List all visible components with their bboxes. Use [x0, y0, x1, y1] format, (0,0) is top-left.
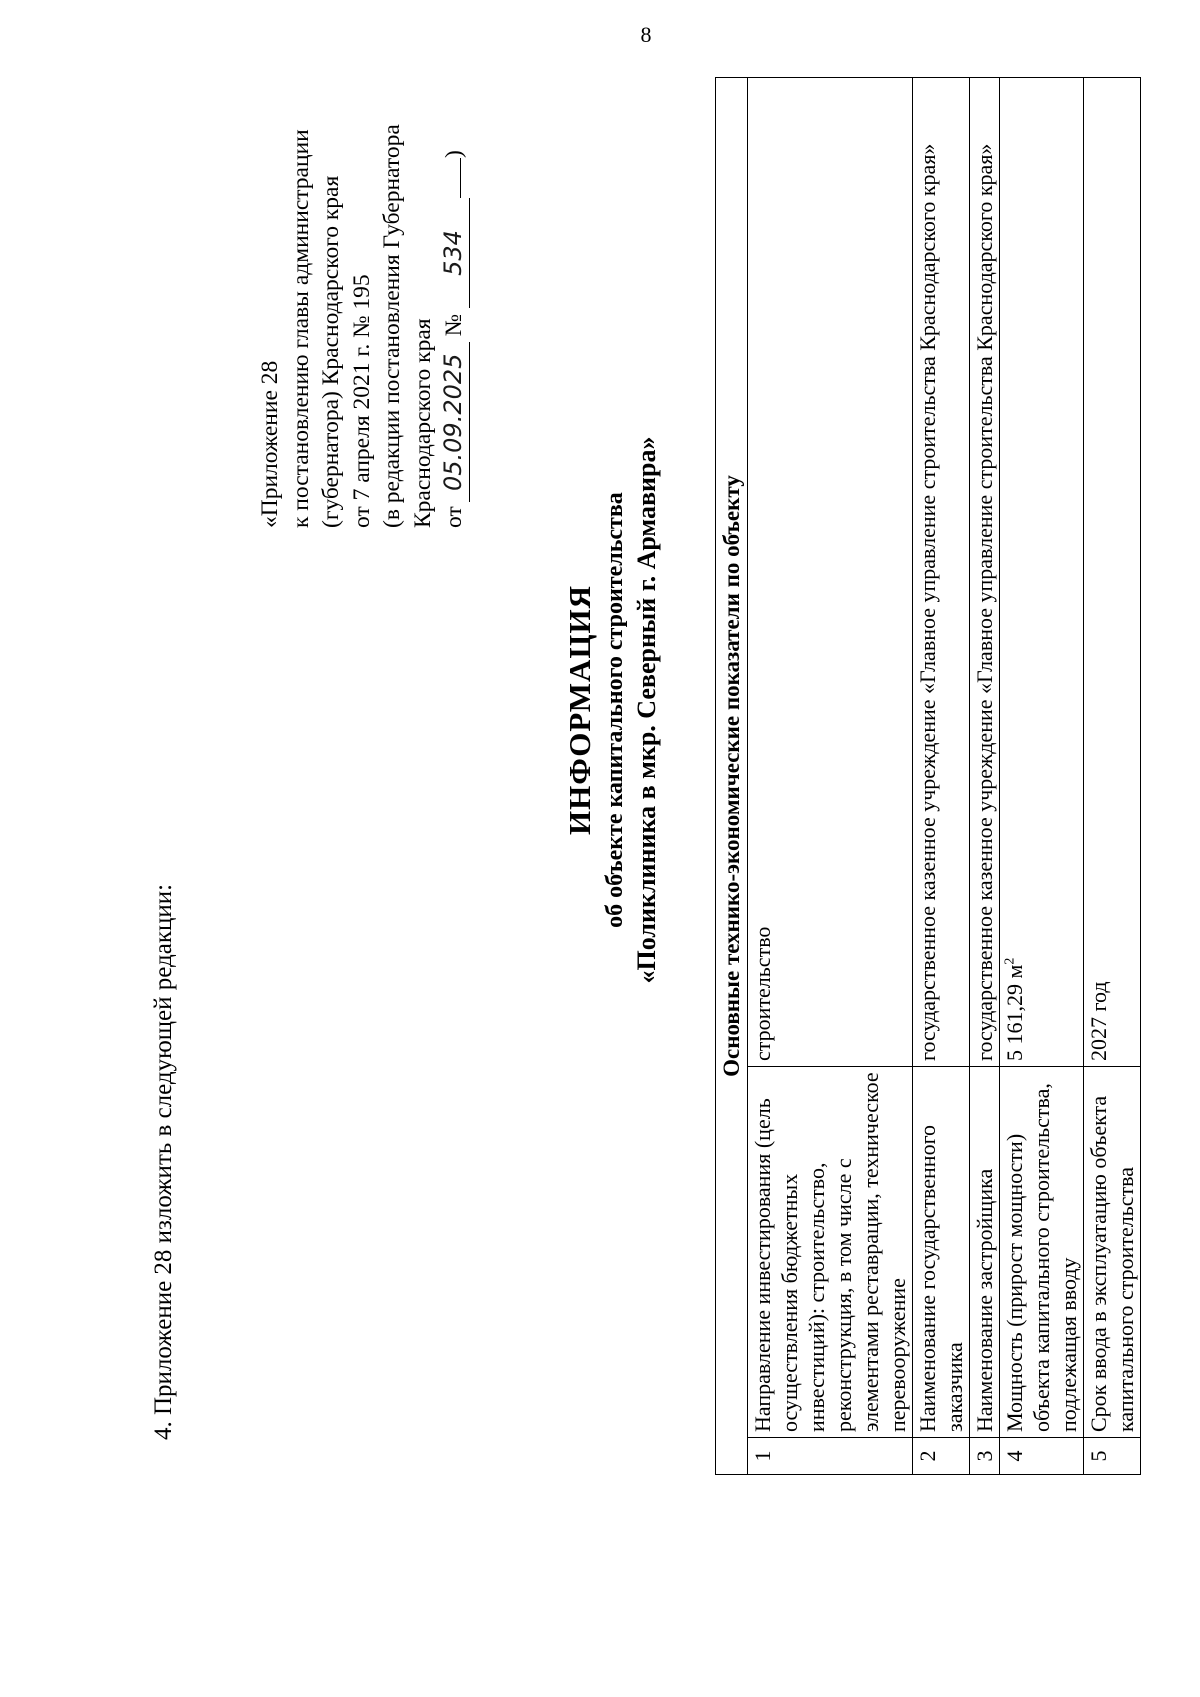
row-number: 3 [970, 1438, 1000, 1475]
page-number: 8 [640, 22, 652, 47]
row-value [1000, 78, 1084, 1067]
closing-paren: ) [441, 150, 467, 158]
table-row [1084, 78, 1141, 1475]
table-row [748, 78, 913, 1475]
row-value: строительство [748, 78, 913, 1067]
appendix-line-6: Краснодарского края [409, 318, 436, 528]
capacity-value: 5 161,29 м [1002, 964, 1027, 1061]
intro-text: 4. Приложение 28 изложить в следующей редакции: [150, 883, 177, 1440]
table-row [913, 78, 970, 1475]
table-row [970, 78, 1000, 1475]
appendix-line-1: «Приложение 28 [257, 360, 283, 528]
row-value: государственное казенное учреждение «Главное управление строительства Краснодарского края» [970, 78, 1000, 1067]
title-line-1: ИНФОРМАЦИЯ [562, 585, 597, 835]
row-label: Срок ввода в эксплуатацию объекта капитального строительства [1084, 1067, 1141, 1438]
appendix-line-2: к постановлению главы администрации [287, 129, 314, 528]
row-number: 4 [1000, 1438, 1084, 1475]
handwritten-date: 05.09.2025 [438, 342, 470, 502]
table-row [1000, 78, 1084, 1475]
info-table [715, 77, 1141, 1475]
table-header: Основные технико-экономические показатели по объекту [716, 78, 748, 1475]
appendix-line-4: от 7 апреля 2021 г. № 195 [348, 274, 375, 528]
table-header-row [716, 78, 748, 1475]
row-label: Мощность (прирост мощности) объекта капитального строительства, подлежащая вводу [1000, 1067, 1084, 1438]
appendix-line-5: (в редакции постановления Губернатора [379, 124, 405, 528]
row-label: Направление инвестирования (цель осуществления бюджетных инвестиций): строительство, реконструкция, в том числе с элементами реставрации, техническое перевооружение [748, 1067, 913, 1438]
title-line-3: «Поликлиника в мкр. Северный г. Армавира» [632, 436, 661, 984]
row-value: государственное казенное учреждение «Главное управление строительства Краснодарского края» [913, 78, 970, 1067]
handwritten-number: 534 [438, 198, 470, 308]
appendix-date-line [438, 28, 470, 528]
underline-tail [460, 158, 461, 198]
number-prefix: № [441, 313, 467, 337]
capacity-unit-exponent: 2 [1002, 957, 1018, 965]
appendix-line-3: (губернатора) Краснодарского края [318, 175, 344, 528]
title-line-2: об объекте капитального строительства [602, 492, 628, 928]
row-number: 5 [1084, 1438, 1141, 1475]
row-label: Наименование государственного заказчика [913, 1067, 970, 1438]
row-value: 2027 год [1084, 78, 1141, 1067]
row-label: Наименование застройщика [970, 1067, 1000, 1438]
row-number: 1 [748, 1438, 913, 1475]
from-prefix: от [441, 506, 467, 528]
row-number: 2 [913, 1438, 970, 1475]
document-title [560, 210, 663, 1210]
appendix-header [255, 28, 470, 528]
